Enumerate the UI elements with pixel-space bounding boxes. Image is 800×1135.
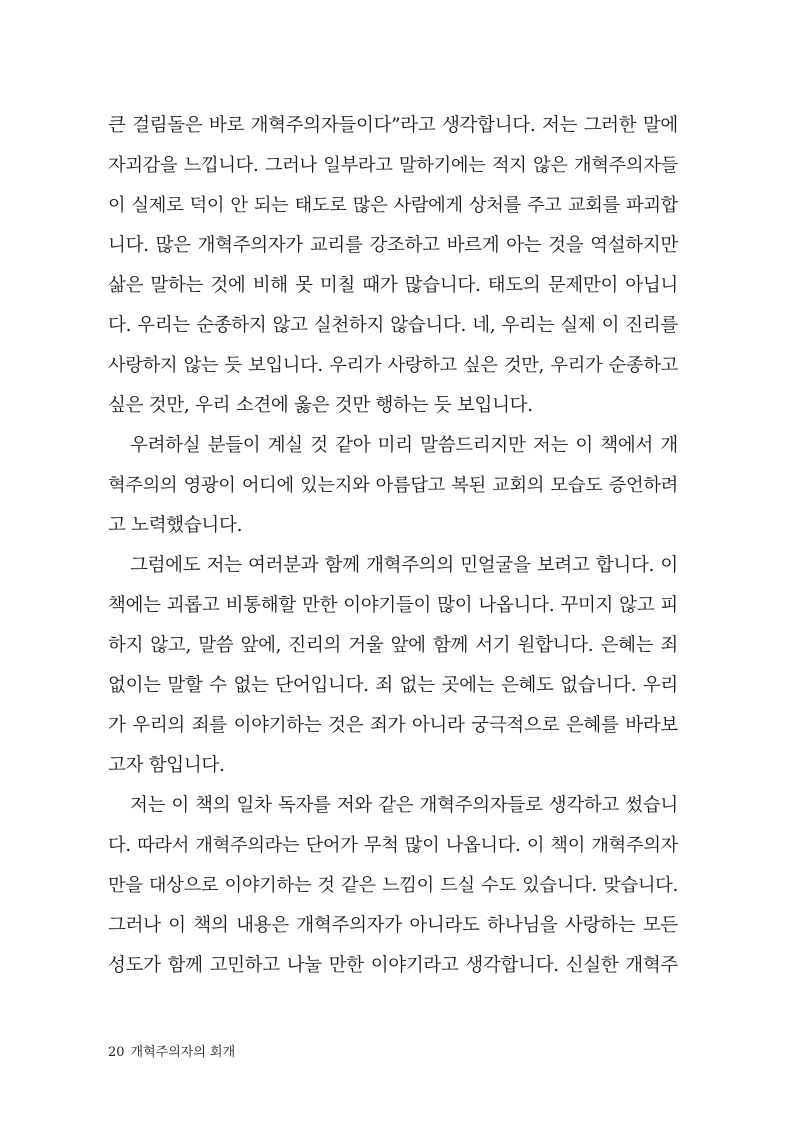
text-line: 그러나 이 책의 내용은 개혁주의자가 아니라도 하나님을 사랑하는 모든 xyxy=(108,915,678,936)
text-line: 다. 우리는 순종하지 않고 실천하지 않습니다. 네, 우리는 실제 이 진리를 xyxy=(108,315,678,336)
text-line: 우려하실 분들이 계실 것 같아 미리 말씀드리지만 저는 이 책에서 개 xyxy=(130,435,678,456)
text-line: 삶은 말하는 것에 비해 못 미칠 때가 많습니다. 태도의 문제만이 아닙니 xyxy=(108,275,678,296)
running-title: 개혁주의자의 회개 xyxy=(130,1045,236,1060)
text-line: 자괴감을 느낍니다. 그러나 일부라고 말하기에는 적지 않은 개혁주의자들 xyxy=(108,155,678,176)
text-line: 혁주의의 영광이 어디에 있는지와 아름답고 복된 교회의 모습도 증언하려 xyxy=(108,475,678,496)
text-line: 사랑하지 않는 듯 보입니다. 우리가 사랑하고 싶은 것만, 우리가 순종하고 xyxy=(108,355,678,376)
text-line: 성도가 함께 고민하고 나눌 만한 이야기라고 생각합니다. 신실한 개혁주 xyxy=(108,955,678,976)
text-line: 그럼에도 저는 여러분과 함께 개혁주의의 민얼굴을 보려고 합니다. 이 xyxy=(130,555,678,576)
text-line: 이 실제로 덕이 안 되는 태도로 많은 사람에게 상처를 주고 교회를 파괴합 xyxy=(108,195,678,216)
text-line: 싶은 것만, 우리 소견에 옳은 것만 행하는 듯 보입니다. xyxy=(108,395,533,416)
page-footer xyxy=(108,1043,235,1063)
text-line: 만을 대상으로 이야기하는 것 같은 느낌이 드실 수도 있습니다. 맞습니다. xyxy=(108,875,678,896)
text-line: 없이는 말할 수 없는 단어입니다. 죄 없는 곳에는 은혜도 없습니다. 우리 xyxy=(108,675,678,696)
text-line: 고자 함입니다. xyxy=(108,755,225,776)
text-line: 하지 않고, 말씀 앞에, 진리의 거울 앞에 함께 서기 원합니다. 은혜는 죄 xyxy=(108,635,678,656)
text-line: 책에는 괴롭고 비통해할 만한 이야기들이 많이 나옵니다. 꾸미지 않고 피 xyxy=(108,595,678,616)
text-line: 다. 따라서 개혁주의라는 단어가 무척 많이 나옵니다. 이 책이 개혁주의자 xyxy=(108,835,678,856)
page-number: 20 xyxy=(108,1045,125,1060)
text-line: 고 노력했습니다. xyxy=(108,515,243,536)
text-line: 큰 걸림돌은 바로 개혁주의자들이다”라고 생각합니다. 저는 그러한 말에 xyxy=(108,115,678,136)
text-line: 가 우리의 죄를 이야기하는 것은 죄가 아니라 궁극적으로 은혜를 바라보 xyxy=(108,715,678,736)
text-line: 저는 이 책의 일차 독자를 저와 같은 개혁주의자들로 생각하고 썼습니 xyxy=(130,795,678,816)
text-line: 니다. 많은 개혁주의자가 교리를 강조하고 바르게 아는 것을 역설하지만 xyxy=(108,235,678,256)
